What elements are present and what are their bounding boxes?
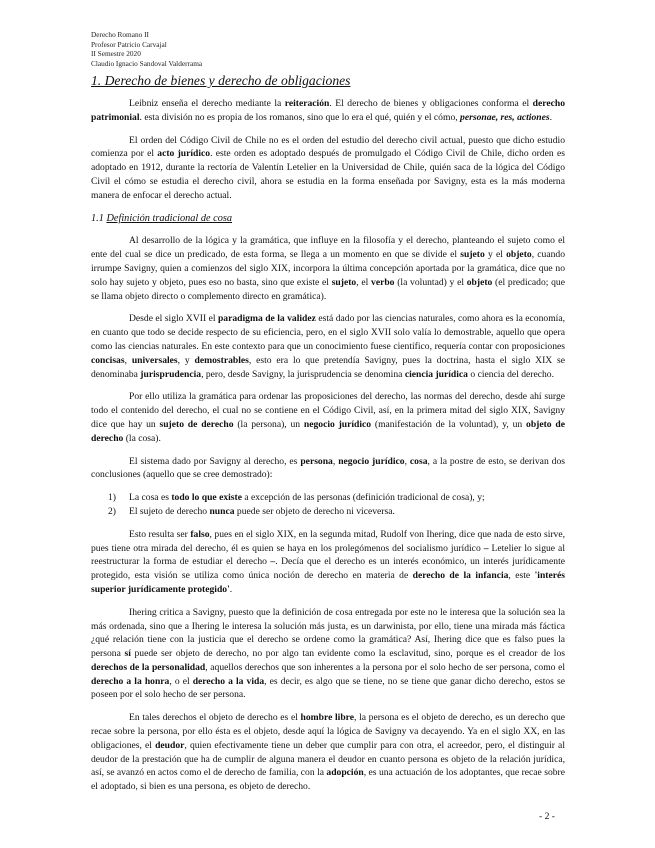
page-number: - 2 - [539,811,555,822]
subsection-title: 1.1 Definición tradicional de cosa [91,212,232,224]
list-item: 1) La cosa es todo lo que existe a excepción de las personas (definición tradicional de cosa), y; [108,492,485,504]
paragraph-8: Ihering critica a Savigny, puesto que la definición de cosa entregada por este no le interesa que la solución sea la más ordenada, sino que a Ihering le interesa la solución más justa, es un darwinista, por ello, tiene una mirada más fáctica ¿qué relación tiene con la justicia que el derecho se ordene como la gramática? Así, Ihering dice que es falso pues la persona sí puede ser objeto de derecho, no por algo tan evidente como la esclavitud, sino, porque es el creador de los derechos de la personalidad, aquellos derechos que son inherentes a la persona por el solo hecho de ser persona, como el derecho a la honra, o el derecho a la vida, es decir, es algo que se tiene, no se tiene que ganar dicho derecho, estos se poseen por el solo hecho de ser persona. [91,606,565,701]
paragraph-6: El sistema dado por Savigny al derecho, es persona, negocio jurídico, cosa, a la postre de esto, se derivan dos conclusiones (aquello que se cree demostrado): [91,455,565,481]
paragraph-7: Esto resulta ser falso, pues en el siglo XIX, en la segunda mitad, Rudolf von Ihering, dice que nada de esto sirve, pues tiene otra mirada del derecho, él es quien se haya en los prolegómenos del socialismo jurídico – Letelier lo sigue al reestructurar la forma de estudiar el derecho –. Decía que el derecho es un interés económico, un interés jurídicamente protegido, esta visión se utiliza como única noción de derecho en materia de derecho de la infancia, este 'interés superior jurídicamente protegido'. [91,528,566,595]
paragraph-5: Por ello utiliza la gramática para ordenar las proposiciones del derecho, las normas del derecho, desde ahí surge todo el contenido del derecho, el cual no se contiene en el Código Civil, así, en la primera mitad del siglo XIX, Savigny dice que hay un sujeto de derecho (la persona), un negocio jurídico (manifestación de la voluntad), y, un objeto de derecho (la cosa). [91,391,565,444]
paragraph-1: Leibniz enseña el derecho mediante la reiteración. El derecho de bienes y obligaciones conforma el derecho patrimonial. esta división no es propia de los romanos, sino que lo era el qué, quién y el cómo, personae, res, actiones. [91,98,565,123]
document-body [91,97,565,794]
header-course: Derecho Romano II [91,30,149,39]
paragraph-9: En tales derechos el objeto de derecho es el hombre libre, la persona es el objeto de derecho, es un derecho que recae sobre la persona, por ello ésta es el objeto, desde aquí la lógica de Savigny va decayendo. Ya en el siglo XX, en las obligaciones, el deudor, quien efectivamente tiene un deber que cumplir para con otra, el acreedor, pero, el distinguir al deudor de la prestación que ha de cumplir de alguna manera el deudor en cuanto persona es objeto de la relación jurídica, así, se avanzó en actos como el de derecho de familia, con la adopción, es una actuación de los adoptantes, que recae sobre el adoptado, si bien es una persona, es objeto de derecho. [91,712,565,793]
header-author: Claudio Ignacio Sandoval Valderrama [91,58,203,68]
section-title: 1. Derecho de bienes y derecho de obligaciones [91,73,351,88]
paragraph-3: Al desarrollo de la lógica y la gramática, que influye en la filosofía y el derecho, planteando el sujeto como el ente del cual se dice un predicado, de esta forma, se llega a un momento en que se divide el sujeto y el objeto, cuando irrumpe Savigny, quien a comienzos del siglo XIX, incorpora la última concepción aportada por la gramática, dice que no solo hay sujeto y objeto, pues eso no basta, sino que existe el sujeto, el verbo (la voluntad) y el objeto (el predicado; que se llama objeto directo o complemento directo en gramática). [91,235,565,302]
paragraph-4: Desde el siglo XVII el paradigma de la validez está dado por las ciencias naturales, como ahora es la economía, en cuanto que todo se decide respecto de su eficiencia, pero, en el siglo XVII solo valía lo demostrable, aquello que opera como las ciencias naturales. En este contexto para que un conocimiento fuese científico, requería contar con proposiciones concisas, universales, y demostrables, esto era lo que pretendía Savigny, pues la doctrina, hasta el siglo XIX se denominaba jurisprudencia, pero, desde Savigny, la jurisprudencia se denomina ciencia jurídica o ciencia del derecho. [91,313,566,380]
list-item: 2) El sujeto de derecho nunca puede ser objeto de derecho ni viceversa. [108,505,395,517]
page-header [91,30,202,68]
header-professor: Profesor Patricio Carvajal [91,39,167,49]
header-semester: II Semestre 2020 [91,49,141,59]
paragraph-2: El orden del Código Civil de Chile no es el orden del estudio del derecho civil actual, puesto que dicho estudio comienza por el acto jurídico. este orden es adoptado después de promulgado el Código Civil de Chile, dicho orden es adoptado en 1912, durante la rectoría de Valentín Letelier en la Universidad de Chile, quién saca de la lógica del Código Civil el cómo se estudia el derecho civil, ahora se estudia en la forma enseñada por Savigny, esta es la más moderna manera de enfocar el derecho actual. [91,134,565,201]
conclusions-list [91,491,565,519]
